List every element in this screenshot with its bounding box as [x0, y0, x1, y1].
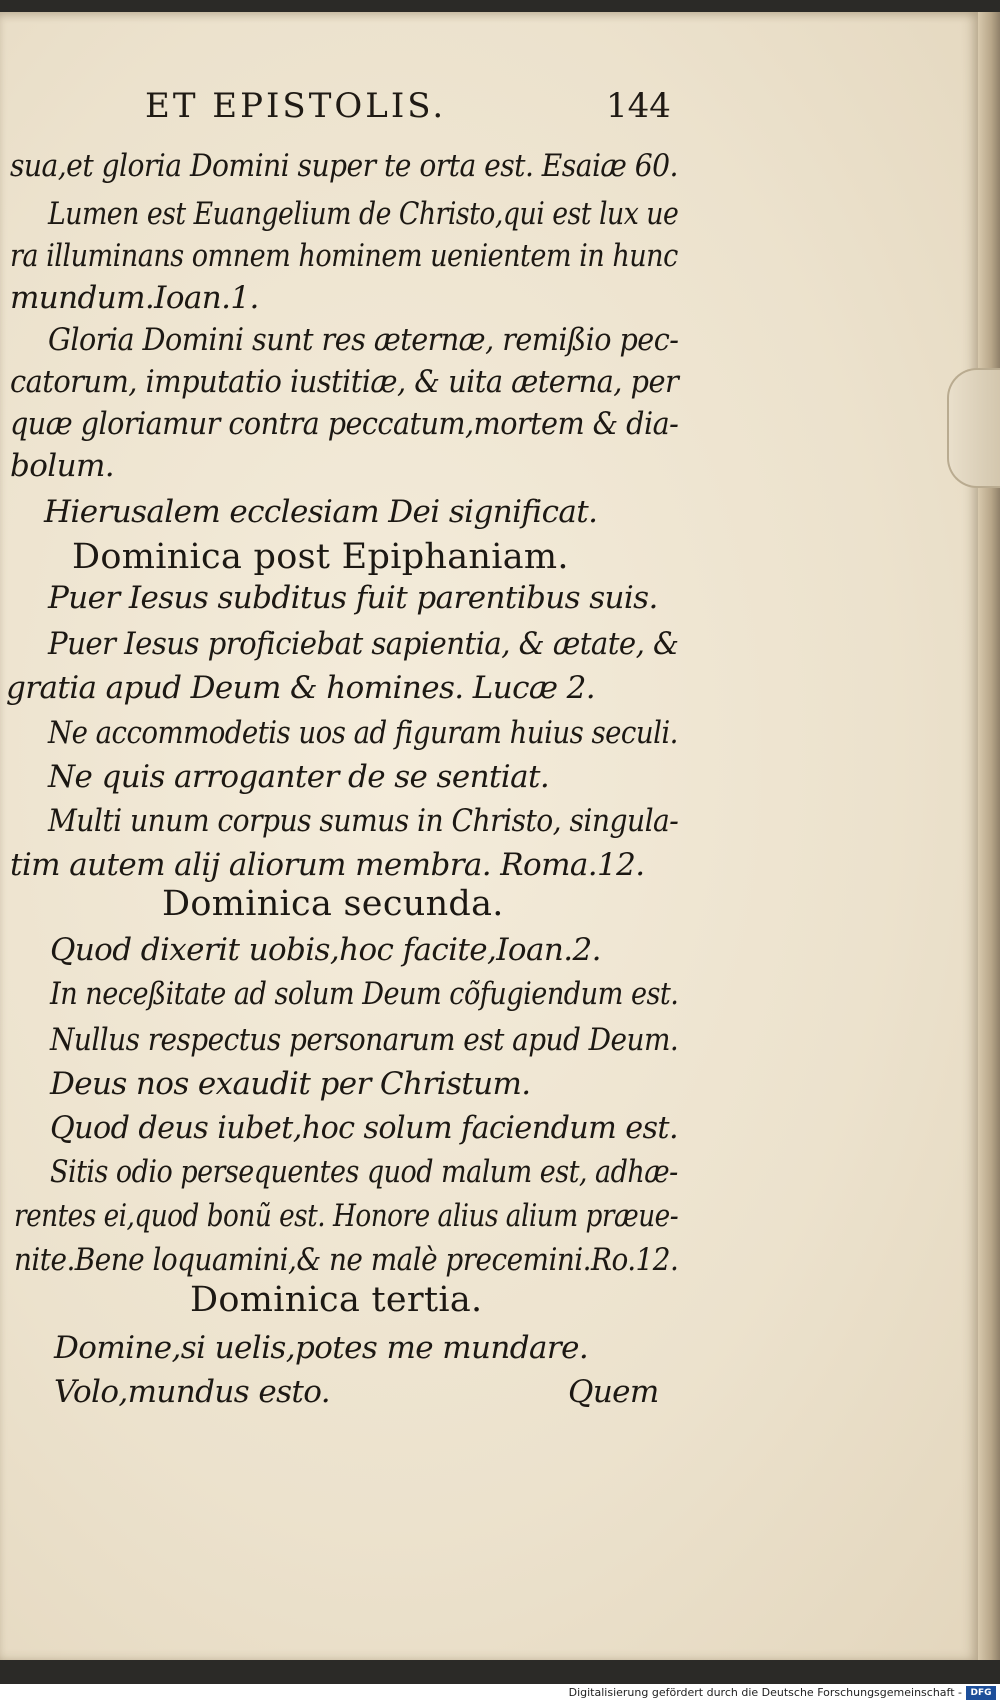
- funding-credit: Digitalisierung gefördert durch die Deutsche Forschungsgemeinschaft -: [568, 1686, 962, 1699]
- text-line: ra illuminans omnem hominem uenientem in hunc: [10, 238, 678, 274]
- text-line: Domine,si uelis,potes me mundare.: [54, 1330, 589, 1366]
- catchword: Quem: [568, 1374, 659, 1410]
- text-line: Deus nos exaudit per Christum.: [50, 1066, 531, 1102]
- section-heading: Dominica post Epiphaniam.: [72, 537, 569, 577]
- text-line: Nullus respectus personarum est apud Deum.: [50, 1022, 679, 1058]
- text-line: mundum.Ioan.1.: [10, 280, 259, 316]
- running-title: ET EPISTOLIS.: [145, 86, 447, 126]
- text-line: Ne quis arroganter de se sentiat.: [48, 759, 550, 795]
- dfg-logo-icon: DFG: [966, 1686, 996, 1700]
- text-line: bolum.: [10, 448, 115, 484]
- text-line: tim autem alij aliorum membra. Roma.12.: [10, 847, 645, 883]
- folio-number: 144: [606, 86, 671, 126]
- text-line: quæ gloriamur contra peccatum,mortem & dia-: [10, 406, 679, 442]
- text-line: sua,et gloria Domini super te orta est. Esaiæ 60.: [10, 148, 678, 184]
- text-line: Quod dixerit uobis,hoc facite,Ioan.2.: [50, 932, 601, 968]
- text-line: In neceßitate ad solum Deum cõfugiendum est.: [50, 976, 679, 1012]
- text-line: Hierusalem ecclesiam Dei significat.: [44, 494, 598, 530]
- text-line: Lumen est Euangelium de Christo,qui est lux ue: [48, 196, 679, 232]
- book-clasp: [947, 368, 1000, 488]
- section-heading: Dominica tertia.: [190, 1280, 483, 1320]
- text-line: rentes ei,quod bonũ est. Honore alius alium præue-: [14, 1198, 679, 1234]
- digitization-footer: [0, 1684, 1000, 1703]
- text-line: nite.Bene loquamini,& ne malè precemini.Ro.12.: [14, 1242, 679, 1278]
- text-line: catorum, imputatio iustitiæ, & uita æterna, per: [10, 364, 679, 400]
- text-line: Puer Iesus proficiebat sapientia, & ætate, &: [48, 626, 679, 662]
- text-line: Volo,mundus esto.: [54, 1374, 331, 1410]
- page-edge: [978, 12, 1000, 1660]
- text-line: Puer Iesus subditus fuit parentibus suis.: [48, 580, 658, 616]
- text-line: Gloria Domini sunt res æternæ, remißio pec-: [48, 322, 679, 358]
- text-line: gratia apud Deum & homines. Lucæ 2.: [6, 670, 596, 706]
- section-heading: Dominica secunda.: [162, 884, 504, 924]
- text-line: Quod deus iubet,hoc solum faciendum est.: [50, 1110, 679, 1146]
- text-line: Sitis odio persequentes quod malum est, adhæ-: [50, 1154, 678, 1190]
- text-line: Multi unum corpus sumus in Christo, singula-: [48, 803, 679, 839]
- text-line: Ne accommodetis uos ad figuram huius seculi.: [48, 715, 678, 751]
